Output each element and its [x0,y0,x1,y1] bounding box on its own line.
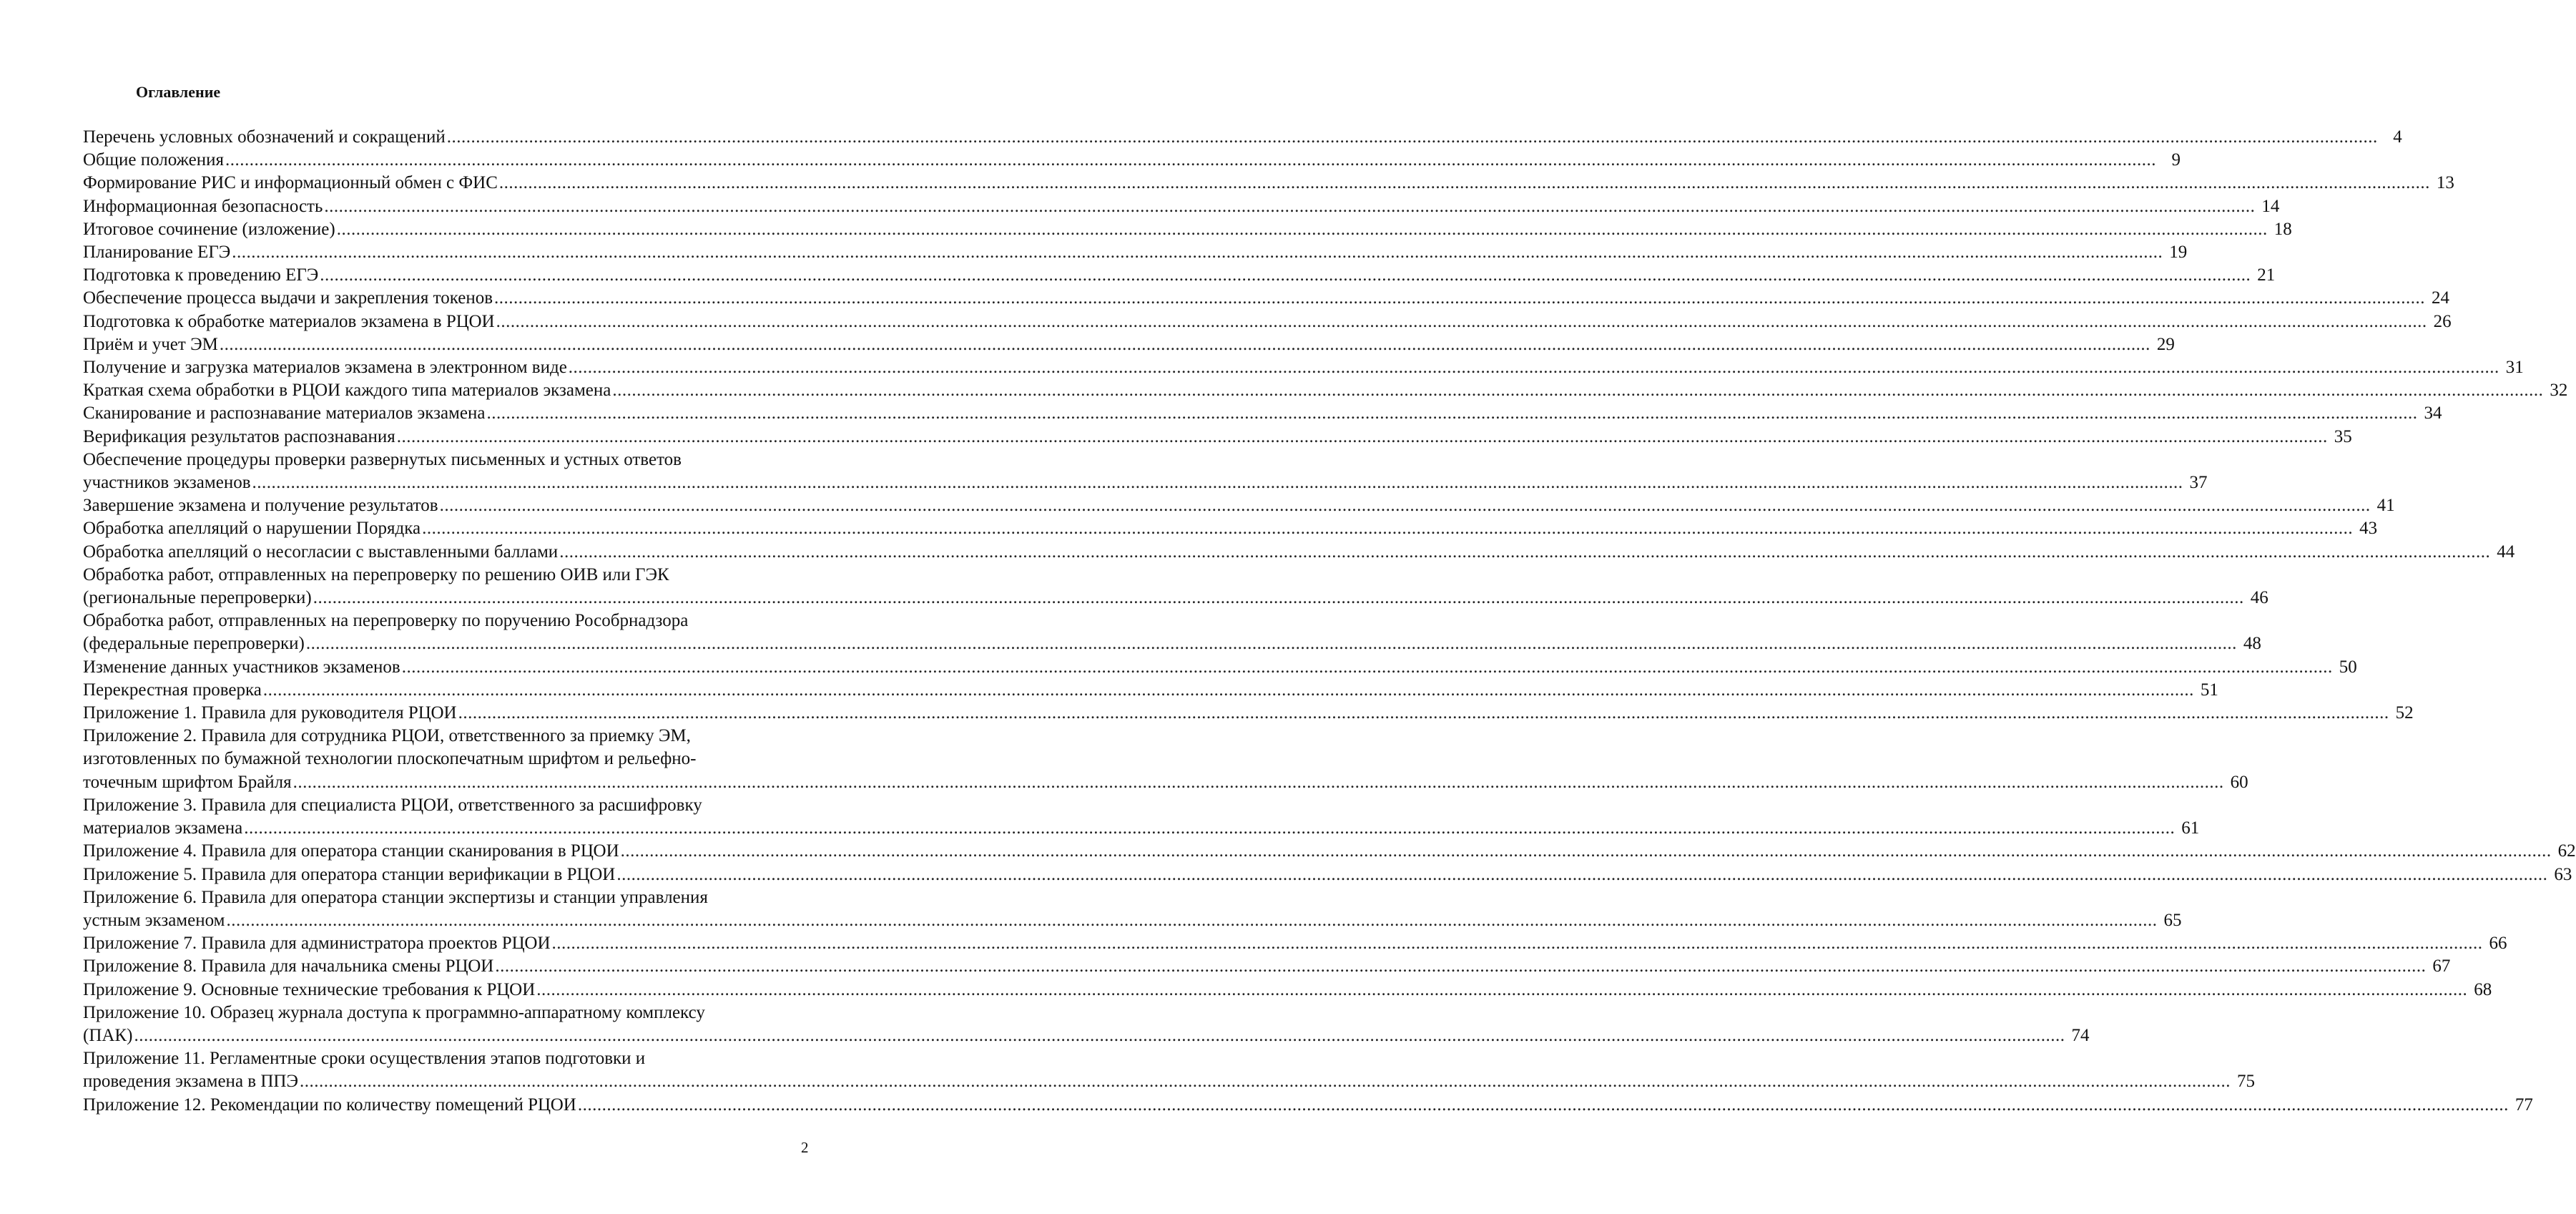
dot-leader: ................................................................................................................................................................................................................................................................................................................................................................................................................ [324,196,2256,216]
toc-entry[interactable] [83,379,2568,402]
toc-entry[interactable] [83,195,2280,218]
toc-entry-title: Формирование РИС и информационный обмен с ФИС [83,173,498,193]
toc-entry[interactable] [83,149,2181,172]
toc-entry-title: устным экзаменом [83,910,225,930]
dot-leader: ................................................................................................................................................................................................................................................................................................................................................................................................................ [446,127,2378,147]
toc-entry[interactable] [83,356,2524,379]
toc-entry[interactable] [83,702,2414,725]
toc-entry-title: проведения экзамена в ППЭ [83,1072,298,1092]
toc-entry[interactable] [83,794,2200,840]
toc-page-number: 77 [2514,1095,2533,1115]
page-number: 2 [801,1139,809,1156]
dot-leader: ................................................................................................................................................................................................................................................................................................................................................................................................................ [577,1095,2509,1115]
toc-entry-title: Приложение 4. Правила для оператора станции сканирования в РЦОИ [83,841,619,861]
dot-leader: ................................................................................................................................................................................................................................................................................................................................................................................................................ [225,150,2156,170]
toc-entry[interactable] [83,932,2507,955]
dot-leader: ................................................................................................................................................................................................................................................................................................................................................................................................................ [299,1072,2231,1092]
toc-entry[interactable] [83,1047,2255,1093]
toc-entry-title: Итоговое сочинение (изложение) [83,219,335,239]
dot-leader: ................................................................................................................................................................................................................................................................................................................................................................................................................ [616,864,2548,884]
toc-page-number: 74 [2071,1025,2090,1045]
toc-page-number: 29 [2156,334,2175,354]
toc-page-number: 18 [2273,219,2292,239]
toc-entry-title: Планирование ЕГЭ [83,243,231,263]
dot-leader: ................................................................................................................................................................................................................................................................................................................................................................................................................ [226,910,2158,930]
toc-entry-title: материалов экзамена [83,818,243,838]
toc-page-number: 65 [2163,910,2182,930]
toc-entry-title: Приложение 7. Правила для администратора проектов РЦОИ [83,934,551,954]
toc-entry[interactable] [83,126,2402,149]
dot-leader: ................................................................................................................................................................................................................................................................................................................................................................................................................ [494,288,2426,308]
dot-leader: ................................................................................................................................................................................................................................................................................................................................................................................................................ [336,219,2268,239]
dot-leader: ................................................................................................................................................................................................................................................................................................................................................................................................................ [486,403,2418,424]
dot-leader: ................................................................................................................................................................................................................................................................................................................................................................................................................ [252,473,2183,493]
dot-leader: ................................................................................................................................................................................................................................................................................................................................................................................................................ [498,173,2430,193]
toc-entry[interactable] [83,840,2576,863]
toc-page-number: 61 [2181,818,2200,838]
toc-entry-title: Приложение 12. Рекомендации по количеству помещений РЦОИ [83,1095,576,1115]
dot-leader: ................................................................................................................................................................................................................................................................................................................................................................................................................ [244,818,2176,838]
toc-page-number: 4 [2393,127,2402,147]
toc-entry[interactable] [83,610,2261,655]
toc-page-number: 9 [2171,150,2181,170]
toc-entry-title: Краткая схема обработки в РЦОИ каждого типа материалов экзамена [83,381,611,401]
toc-page-number: 26 [2433,311,2452,331]
toc-page-number: 63 [2554,864,2572,884]
dot-leader: ................................................................................................................................................................................................................................................................................................................................................................................................................ [262,680,2194,700]
toc-entry-title: Перекрестная проверка [83,680,262,700]
toc-page-number: 62 [2557,841,2576,861]
toc-entry[interactable] [83,564,2268,610]
toc-entry[interactable] [83,264,2276,287]
toc-page-number: 67 [2432,956,2451,976]
toc-page-number: 31 [2505,358,2524,378]
toc-entry-title: Информационная безопасность [83,196,323,216]
toc-entry-title: Завершение экзамена и получение результатов [83,496,438,516]
toc-page-number: 14 [2261,196,2280,216]
toc-entry-title: Приложение 9. Основные технические требования к РЦОИ [83,979,536,999]
toc-entry-title: изготовленных по бумажной технологии плоскопечатным шрифтом и рельефно- [83,749,697,769]
toc-entry-title: Подготовка к обработке материалов экзамена в РЦОИ [83,311,495,331]
toc-entry-title: Приложение 5. Правила для оператора станции верификации в РЦОИ [83,864,616,884]
toc-page-number: 75 [2236,1072,2255,1092]
toc-entry-title: Получение и загрузка материалов экзамена в электронном виде [83,358,567,378]
toc-entry[interactable] [83,541,2515,564]
toc-entry-title: Изменение данных участников экзаменов [83,657,400,677]
toc-entry[interactable] [83,725,2248,794]
toc-entry[interactable] [83,333,2175,356]
toc-page-number: 51 [2200,680,2218,700]
toc-page-number: 13 [2436,173,2454,193]
toc-entry-title: Обработка работ, отправленных на перепроверку по решению ОИВ или ГЭК [83,564,669,584]
dot-leader: ................................................................................................................................................................................................................................................................................................................................................................................................................ [559,542,2491,562]
toc-page-number: 52 [2395,703,2414,723]
toc-entry[interactable] [83,979,2492,1002]
toc-page-number: 34 [2424,403,2442,424]
dot-leader: ................................................................................................................................................................................................................................................................................................................................................................................................................ [422,519,2354,539]
toc-entry[interactable] [83,1094,2533,1117]
toc-entry-title: (ПАК) [83,1025,133,1045]
toc-entry-title: Приложение 11. Регламентные сроки осуществления этапов подготовки и [83,1049,646,1069]
dot-leader: ................................................................................................................................................................................................................................................................................................................................................................................................................ [495,956,2427,976]
toc-entry-title: участников экзаменов [83,473,251,493]
table-of-contents [83,126,2576,1117]
dot-leader: ................................................................................................................................................................................................................................................................................................................................................................................................................ [219,334,2150,354]
toc-entry-title: Приложение 1. Правила для руководителя РЦОИ [83,703,457,723]
toc-entry-title: Обеспечение процедуры проверки развернутых письменных и устных ответов [83,449,682,469]
toc-entry[interactable] [83,1002,2090,1047]
toc-entry[interactable] [83,656,2357,679]
toc-page-number: 60 [2230,772,2248,792]
toc-entry-title: Обработка работ, отправленных на перепроверку по поручению Рособрнадзора [83,611,689,631]
toc-page-number: 24 [2432,288,2450,308]
toc-entry[interactable] [83,494,2395,517]
dot-leader: ................................................................................................................................................................................................................................................................................................................................................................................................................ [536,979,2468,999]
toc-entry[interactable] [83,517,2378,540]
toc-entry-title: Приложение 6. Правила для оператора станции экспертизы и станции управления [83,887,708,907]
toc-page-number: 19 [2169,243,2188,263]
dot-leader: ................................................................................................................................................................................................................................................................................................................................................................................................................ [612,381,2544,401]
toc-entry-title: Приложение 10. Образец журнала доступа к программно-аппаратному комплексу [83,1002,705,1022]
toc-entry[interactable] [83,172,2454,195]
toc-entry-title: Перечень условных обозначений и сокращений [83,127,446,147]
dot-leader: ................................................................................................................................................................................................................................................................................................................................................................................................................ [568,358,2499,378]
toc-entry-title: Приём и учет ЭМ [83,334,218,354]
toc-entry-title: Обеспечение процесса выдачи и закрепления токенов [83,288,493,308]
toc-entry-title: Сканирование и распознавание материалов экзамена [83,403,486,424]
toc-entry-title: Приложение 3. Правила для специалиста РЦОИ, ответственного за расшифровку [83,795,702,815]
toc-entry-title: Приложение 8. Правила для начальника смены РЦОИ [83,956,494,976]
toc-entry-title: Обработка апелляций о нарушении Порядка [83,519,421,539]
toc-page-number: 41 [2376,496,2395,516]
toc-entry[interactable] [83,218,2292,241]
toc-page-number: 48 [2243,634,2261,654]
toc-entry-title: точечным шрифтом Брайля [83,772,292,792]
toc-entry[interactable] [83,679,2218,702]
toc-entry[interactable] [83,886,2182,932]
toc-page-number: 43 [2359,519,2378,539]
dot-leader: ................................................................................................................................................................................................................................................................................................................................................................................................................ [439,496,2371,516]
toc-page-number: 32 [2550,381,2568,401]
dot-leader: ................................................................................................................................................................................................................................................................................................................................................................................................................ [320,265,2251,285]
toc-entry-title: Общие положения [83,150,224,170]
toc-page-number: 50 [2339,657,2357,677]
dot-leader: ................................................................................................................................................................................................................................................................................................................................................................................................................ [396,426,2328,446]
dot-leader: ................................................................................................................................................................................................................................................................................................................................................................................................................ [305,634,2237,654]
toc-entry-title: Верификация результатов распознавания [83,426,395,446]
dot-leader: ................................................................................................................................................................................................................................................................................................................................................................................................................ [458,703,2389,723]
toc-page-number: 35 [2334,426,2352,446]
dot-leader: ................................................................................................................................................................................................................................................................................................................................................................................................................ [313,588,2244,608]
toc-entry[interactable] [83,241,2188,264]
toc-entry-title: Обработка апелляций о несогласии с выставленными баллами [83,542,559,562]
toc-entry-title: Подготовка к проведению ЕГЭ [83,265,319,285]
dot-leader: ................................................................................................................................................................................................................................................................................................................................................................................................................ [620,841,2552,861]
toc-entry[interactable] [83,449,2208,494]
dot-leader: ................................................................................................................................................................................................................................................................................................................................................................................................................ [232,243,2163,263]
toc-page-number: 44 [2497,542,2515,562]
dot-leader: ................................................................................................................................................................................................................................................................................................................................................................................................................ [292,772,2224,792]
toc-entry[interactable] [83,287,2450,310]
toc-entry-title: (федеральные перепроверки) [83,634,305,654]
dot-leader: ................................................................................................................................................................................................................................................................................................................................................................................................................ [134,1025,2065,1045]
toc-page-number: 66 [2489,934,2507,954]
toc-entry[interactable] [83,310,2452,333]
toc-entry[interactable] [83,863,2572,886]
dot-leader: ................................................................................................................................................................................................................................................................................................................................................................................................................ [551,934,2483,954]
toc-entry-title: Приложение 2. Правила для сотрудника РЦОИ, ответственного за приемку ЭМ, [83,726,691,746]
toc-heading: Оглавление [136,83,221,101]
dot-leader: ................................................................................................................................................................................................................................................................................................................................................................................................................ [496,311,2427,331]
toc-page-number: 21 [2257,265,2276,285]
toc-entry[interactable] [83,955,2451,978]
toc-entry[interactable] [83,426,2352,449]
dot-leader: ................................................................................................................................................................................................................................................................................................................................................................................................................ [401,657,2333,677]
toc-entry[interactable] [83,402,2442,425]
toc-entry-title: (региональные перепроверки) [83,588,312,608]
toc-page-number: 46 [2250,588,2268,608]
toc-page-number: 37 [2189,473,2208,493]
toc-page-number: 68 [2474,979,2492,999]
